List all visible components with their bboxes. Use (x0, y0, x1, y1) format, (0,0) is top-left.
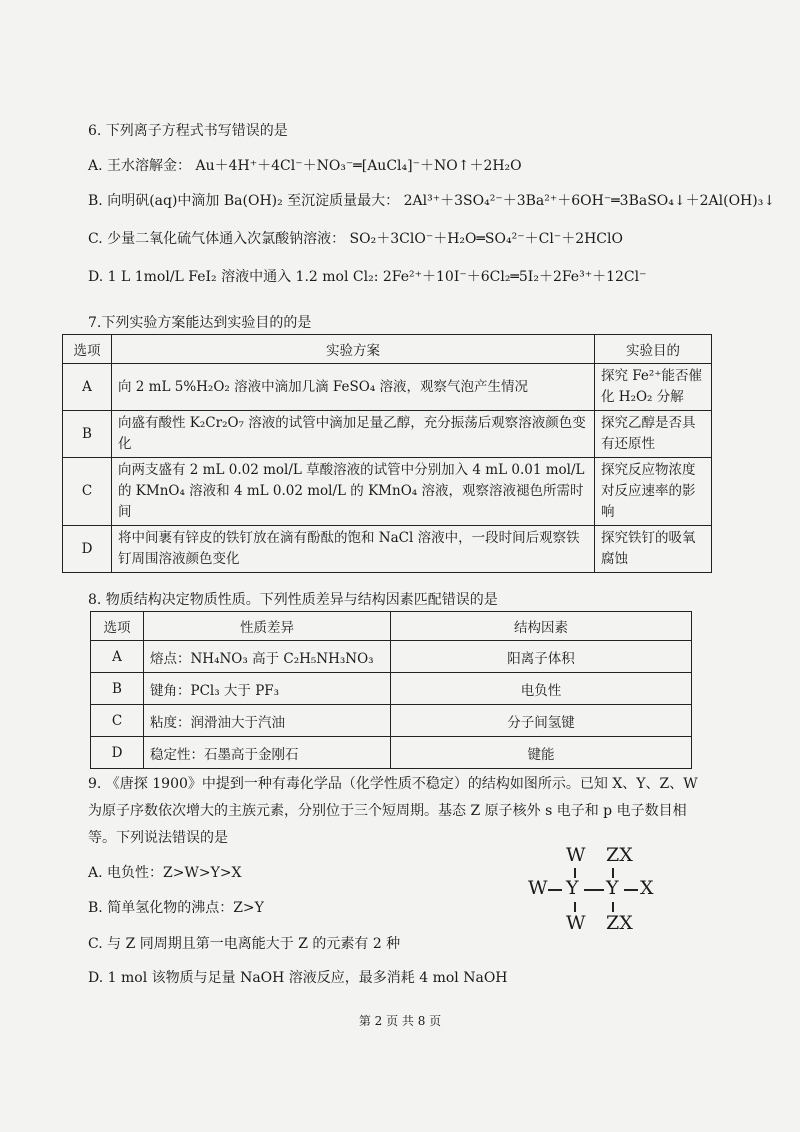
question-9-line-1: 9. 《唐探 1900》中提到一种有毒化学品（化学性质不稳定）的结构如图所示。已知 X、Y、Z、W (88, 776, 698, 792)
atom-label: W (528, 877, 548, 899)
factor-cell: 阳离子体积 (391, 641, 692, 673)
goal-cell: 探究反应物浓度对反应速率的影响 (595, 458, 712, 526)
question-7-table (62, 334, 712, 573)
question-8-table (90, 611, 692, 769)
question-8-title: 8. 物质结构决定物质性质。下列性质差异与结构因素匹配错误的是 (88, 592, 498, 608)
table-row (63, 458, 712, 526)
atom-label: W (566, 844, 586, 866)
goal-cell: 探究 Fe²⁺能否催化 H₂O₂ 分解 (595, 364, 712, 411)
question-7-title: 7.下列实验方案能达到实验目的的是 (88, 315, 312, 331)
bond-line (574, 902, 576, 912)
table-row (91, 705, 692, 737)
question-6-option-d: D. 1 L 1mol/L FeI₂ 溶液中通入 1.2 mol Cl₂: 2Fe²⁺＋10I⁻＋6Cl₂═5I₂＋2Fe³⁺＋12Cl⁻ (88, 269, 647, 285)
atom-label: X (640, 877, 654, 899)
plan-cell: 向盛有酸性 K₂Cr₂O₇ 溶液的试管中滴加足量乙醇，充分振荡后观察溶液颜色变化 (112, 411, 595, 458)
plan-cell: 将中间裹有锌皮的铁钉放在滴有酚酞的饱和 NaCl 溶液中，一段时间后观察铁钉周围溶液颜色变化 (112, 526, 595, 573)
table-row (63, 411, 712, 458)
factor-cell: 键能 (391, 737, 692, 769)
plan-cell: 向 2 mL 5%H₂O₂ 溶液中滴加几滴 FeSO₄ 溶液，观察气泡产生情况 (112, 364, 595, 411)
table-header: 选项 (63, 335, 112, 364)
table-header: 实验目的 (595, 335, 712, 364)
option-cell: C (91, 705, 144, 737)
table-row (63, 526, 712, 573)
atom-label: Y (606, 877, 619, 899)
table-header: 实验方案 (112, 335, 595, 364)
question-9-line-2: 为原子序数依次增大的主族元素，分别位于三个短周期。基态 Z 原子核外 s 电子和 p 电子数目相 (88, 803, 687, 819)
bond-line (584, 889, 604, 891)
atom-label: Y (566, 877, 579, 899)
question-6-option-b: B. 向明矾(aq)中滴加 Ba(OH)₂ 至沉淀质量最大： 2Al³⁺＋3SO₄²⁻＋3Ba²⁺＋6OH⁻═3BaSO₄↓＋2Al(OH)₃↓ (88, 193, 776, 209)
table-row (63, 364, 712, 411)
table-header: 结构因素 (391, 612, 692, 641)
atom-label: W (566, 912, 586, 934)
table-row (91, 737, 692, 769)
goal-cell: 探究铁钉的吸氧腐蚀 (595, 526, 712, 573)
table-header: 选项 (91, 612, 144, 641)
page-footer: 第 2 页 共 8 页 (358, 1014, 442, 1028)
property-cell: 粘度：润滑油大于汽油 (144, 705, 391, 737)
table-header: 性质差异 (144, 612, 391, 641)
question-9-option-b: B. 简单氢化物的沸点：Z>Y (88, 900, 264, 916)
option-cell: A (91, 641, 144, 673)
bond-line (624, 889, 638, 891)
question-9-option-a: A. 电负性：Z>W>Y>X (88, 865, 242, 881)
option-cell: C (63, 458, 112, 526)
property-cell: 稳定性：石墨高于金刚石 (144, 737, 391, 769)
question-6-option-a: A. 王水溶解金： Au＋4H⁺＋4Cl⁻＋NO₃⁻═[AuCl₄]⁻＋NO↑＋2H₂O (88, 158, 522, 174)
factor-cell: 电负性 (391, 673, 692, 705)
factor-cell: 分子间氢键 (391, 705, 692, 737)
option-cell: B (91, 673, 144, 705)
atom-label: ZX (606, 844, 633, 866)
table-row (91, 673, 692, 705)
question-9-option-d: D. 1 mol 该物质与足量 NaOH 溶液反应，最多消耗 4 mol NaOH (88, 970, 508, 986)
bond-line (612, 902, 614, 912)
bond-line (548, 889, 562, 891)
property-cell: 熔点：NH₄NO₃ 高于 C₂H₅NH₃NO₃ (144, 641, 391, 673)
question-6-title: 6. 下列离子方程式书写错误的是 (88, 123, 288, 139)
property-cell: 键角：PCl₃ 大于 PF₃ (144, 673, 391, 705)
table-row (91, 641, 692, 673)
option-cell: A (63, 364, 112, 411)
atom-label: ZX (606, 912, 633, 934)
question-9-option-c: C. 与 Z 同周期且第一电离能大于 Z 的元素有 2 种 (88, 936, 401, 952)
option-cell: D (91, 737, 144, 769)
molecule-structure (520, 842, 680, 942)
plan-cell: 向两支盛有 2 mL 0.02 mol/L 草酸溶液的试管中分别加入 4 mL 0.01 mol/L 的 KMnO₄ 溶液和 4 mL 0.02 mol/L 的 KMnO₄ 溶液，观察溶液褪色所需时间 (112, 458, 595, 526)
option-cell: B (63, 411, 112, 458)
option-cell: D (63, 526, 112, 573)
question-6-option-c: C. 少量二氧化硫气体通入次氯酸钠溶液： SO₂＋3ClO⁻＋H₂O═SO₄²⁻＋Cl⁻＋2HClO (88, 231, 623, 247)
question-9-line-3: 等。下列说法错误的是 (88, 830, 228, 846)
goal-cell: 探究乙醇是否具有还原性 (595, 411, 712, 458)
